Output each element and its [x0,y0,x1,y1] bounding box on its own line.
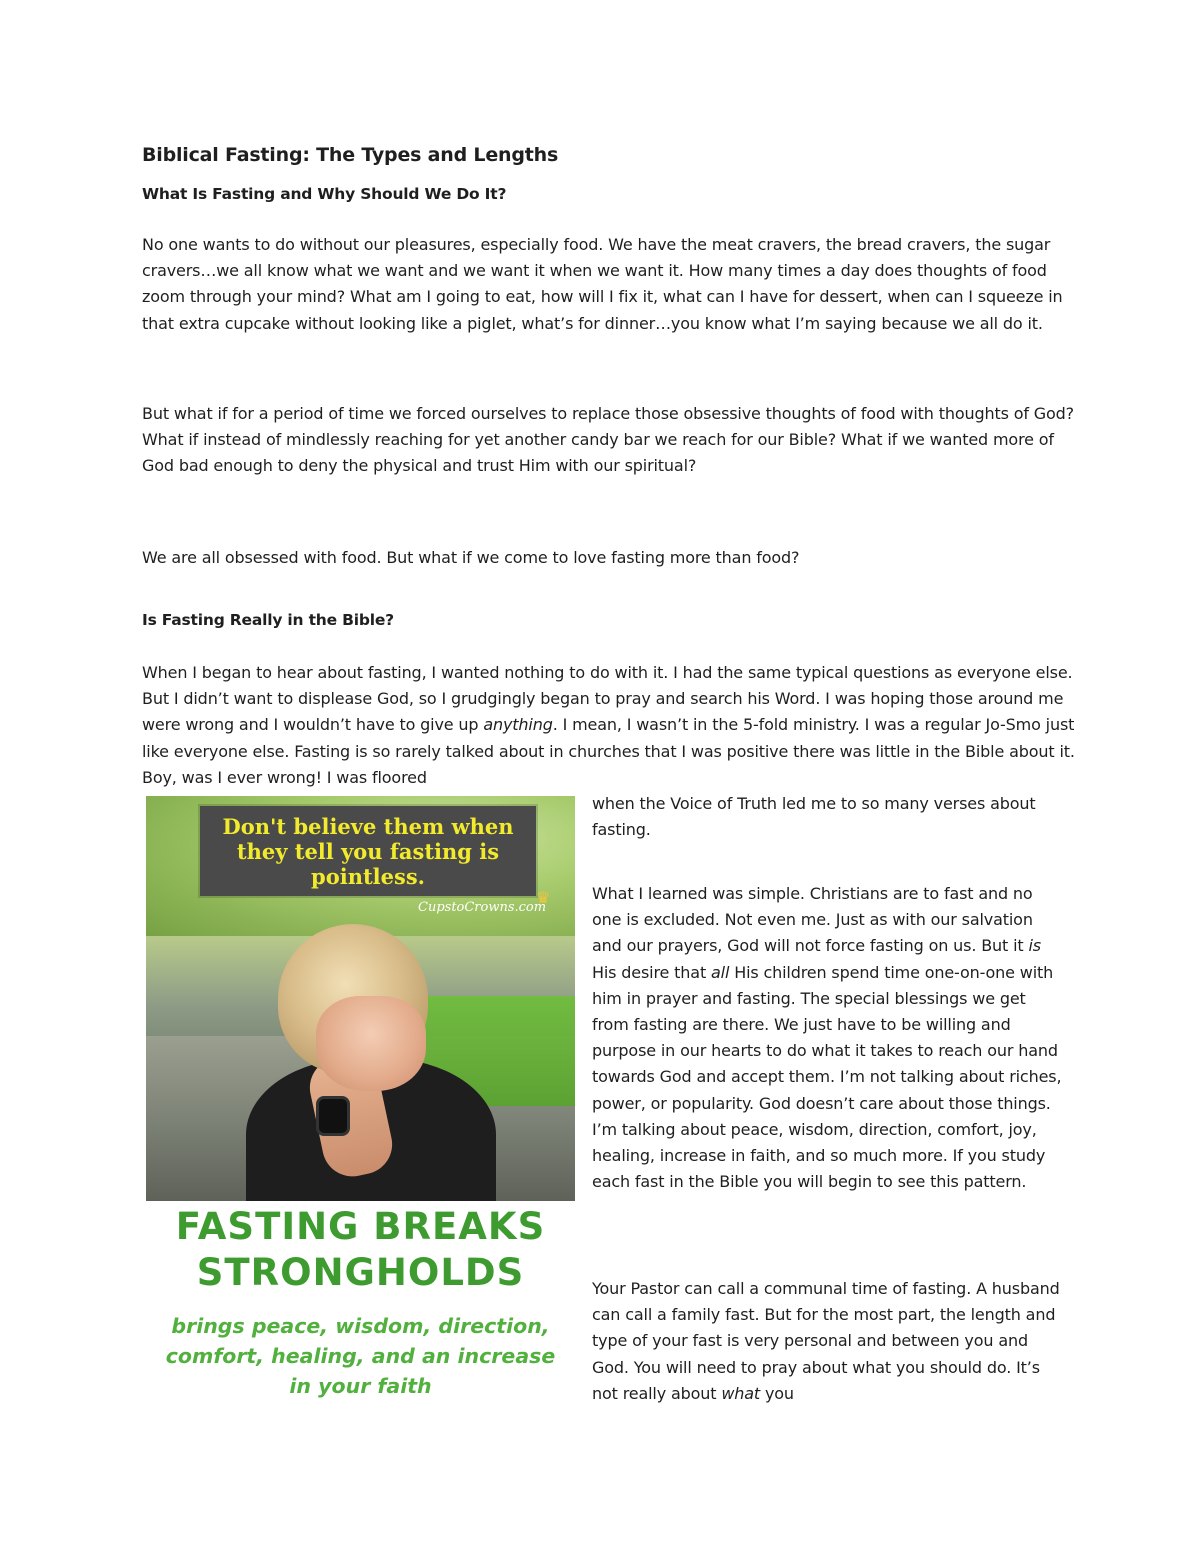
promo-headline-line1: FASTING BREAKS [175,1205,546,1248]
paragraph-food-cravings: No one wants to do without our pleasures, especially food. We have the meat cravers, the bread cravers, the sugar cravers…we all know what we want and we want it when we want it. How many times a day does thoughts of food zoom through your mind? What am I going to eat, how will I fix it, what can I have for dessert, when can I squeeze in that extra cupcake without looking like a piglet, what’s for dinner…you know what I’m saying because we all do it. [142,235,1063,333]
promo-brand: CupstoCrowns.com [418,900,547,915]
text-run: When I began to hear about fasting, I wanted nothing to do with it. I had the same typical questions as everyone else. But I didn’t want to displease God, so I grudgingly began to pray and search his Word. I was hoping those around me were wrong and I wouldn’t have to give up [142,663,1073,735]
emphasis-anything: anything [483,715,553,735]
document-title: Biblical Fasting: The Types and Lengths [142,144,559,166]
text-run: What I learned was simple. Christians are to fast and no one is excluded. Not even me. Just as with our salvation and our prayers, God will not force fasting on us. But it [592,884,1033,956]
paragraph-obsessed-with-food: We are all obsessed with food. But what if we come to love fasting more than food? [142,548,800,567]
paragraph-thoughts-of-god: But what if for a period of time we forced ourselves to replace those obsessive thoughts of food with thoughts of God? What if instead of mindlessly reaching for yet another candy bar we reach for our Bible? What if we wanted more of God bad enough to deny the physical and trust Him with our spiritual? [142,404,1074,476]
promo-subtext: brings peace, wisdom, direction, comfort, healing, and an increase in your faith [165,1314,556,1398]
promo-headline-line2: STRONGHOLDS [196,1251,525,1294]
text-run: His desire that [592,962,712,982]
text-run: you [760,1383,794,1403]
promo-headline [146,1204,575,1296]
crown-icon: ♛ [536,888,551,907]
promo-banner [200,806,536,896]
text-run: His children spend time one-on-one with him in prayer and fasting. The special blessings we get from fasting are there. We just have to be willing and purpose in our hearts to do what it takes to reach our hand towards God and accept them. I’m not talking about riches, power, or popularity. God doesn’t care about those things. I’m talking about peace, wisdom, direction, comfort, joy, healing, increase in faith, and so much more. If you study each fast in the Bible you will begin to see this pattern. [592,962,1062,1192]
emphasis-all: all [711,962,730,982]
text-run: . I mean, I wasn’t in the 5-fold ministry. I was a regular Jo-Smo just like everyone else. Fasting is so rarely talked about in churches that I was positive there was little in the Bible about it. Boy, was I ever wrong! I was floored [142,715,1075,787]
promo-image [146,796,575,1418]
photo-person-hands [316,996,426,1091]
section-heading-fasting-in-bible: Is Fasting Really in the Bible? [142,611,394,629]
paragraph-what-i-learned [592,881,1062,1195]
paragraph-voice-of-truth: when the Voice of Truth led me to so many verses about fasting. [592,794,1036,840]
promo-photo [146,796,575,1201]
promo-banner-text: Don't believe them when they tell you fasting is pointless. [222,813,514,889]
paragraph-your-pastor [592,1276,1062,1407]
watch-icon [316,1096,350,1136]
emphasis-is: is [1028,936,1041,956]
section-heading-why-fast: What Is Fasting and Why Should We Do It? [142,185,507,203]
emphasis-what: what [721,1383,761,1403]
text-run: Your Pastor can call a communal time of fasting. A husband can call a family fast. But for the most part, the length and type of your fast is very personal and between you and God. You will need to pray about what you should do. It’s not really about [592,1279,1060,1403]
paragraph-began-to-hear [142,660,1082,791]
